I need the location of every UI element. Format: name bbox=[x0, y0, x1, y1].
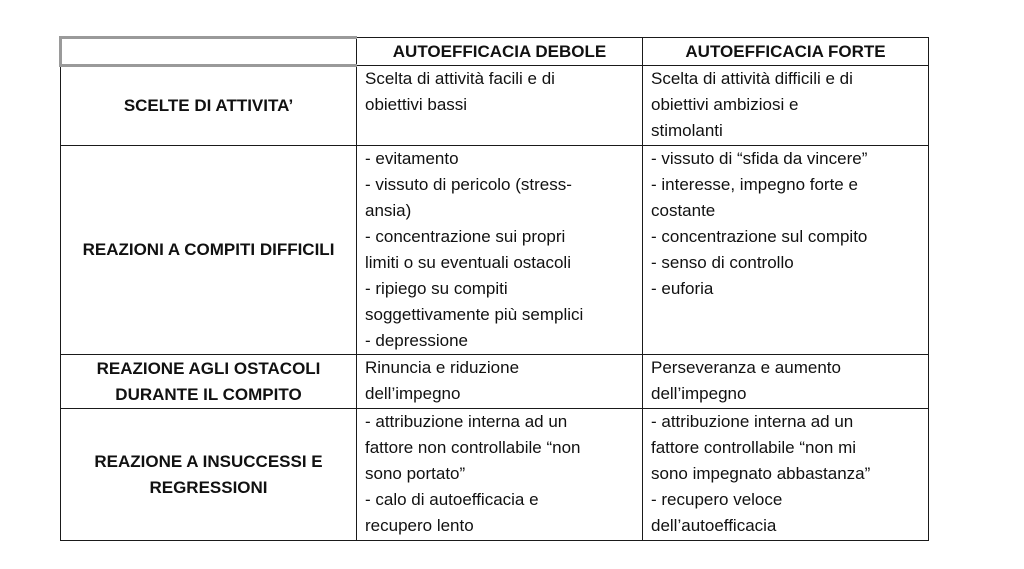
cell-line: Perseveranza e aumento bbox=[651, 358, 841, 377]
cell-line: - depressione bbox=[365, 331, 469, 350]
cell-weak bbox=[357, 355, 643, 409]
cell-line: - attribuzione interna ad un bbox=[365, 412, 568, 431]
cell-weak bbox=[357, 66, 643, 146]
cell-line: fattore controllabile “non mi bbox=[651, 438, 857, 457]
table-row bbox=[61, 146, 929, 355]
cell-line: - concentrazione sui propri bbox=[365, 227, 566, 246]
cell-line: - attribuzione interna ad un bbox=[651, 412, 854, 431]
cell-strong bbox=[643, 409, 929, 541]
row-label-reazione-insuccessi: REAZIONE A INSUCCESSI E REGRESSIONI bbox=[61, 409, 357, 541]
corner-cell bbox=[61, 38, 357, 66]
cell-line: obiettivi ambiziosi e bbox=[651, 95, 799, 114]
cell-line: costante bbox=[651, 201, 716, 220]
table-row bbox=[61, 409, 929, 541]
cell-line: - euforia bbox=[651, 279, 714, 298]
column-header-strong: AUTOEFFICACIA FORTE bbox=[643, 38, 929, 66]
cell-line: - evitamento bbox=[365, 149, 459, 168]
row-label-reazioni-compiti: REAZIONI A COMPITI DIFFICILI bbox=[61, 146, 357, 355]
column-header-weak: AUTOEFFICACIA DEBOLE bbox=[357, 38, 643, 66]
cell-line: - interesse, impegno forte e bbox=[651, 175, 858, 194]
cell-line: fattore non controllabile “non bbox=[365, 438, 581, 457]
comparison-table bbox=[59, 36, 929, 541]
row-label-scelte: SCELTE DI ATTIVITA’ bbox=[61, 66, 357, 146]
cell-line: - calo di autoefficacia e bbox=[365, 490, 539, 509]
table-row bbox=[61, 355, 929, 409]
header-row bbox=[61, 38, 929, 66]
cell-line: sono portato” bbox=[365, 464, 466, 483]
cell-line: - recupero veloce bbox=[651, 490, 783, 509]
cell-line: sono impegnato abbastanza” bbox=[651, 464, 871, 483]
cell-line: dell’impegno bbox=[365, 384, 461, 403]
cell-line: - concentrazione sul compito bbox=[651, 227, 868, 246]
cell-line: limiti o su eventuali ostacoli bbox=[365, 253, 571, 272]
cell-weak bbox=[357, 146, 643, 355]
cell-line: stimolanti bbox=[651, 121, 723, 140]
cell-line: - senso di controllo bbox=[651, 253, 794, 272]
cell-line: - vissuto di pericolo (stress- bbox=[365, 175, 572, 194]
cell-line: dell’impegno bbox=[651, 384, 747, 403]
cell-line: soggettivamente più semplici bbox=[365, 305, 584, 324]
cell-line: dell’autoefficacia bbox=[651, 516, 777, 535]
cell-line: recupero lento bbox=[365, 516, 474, 535]
cell-strong bbox=[643, 146, 929, 355]
cell-line: Scelta di attività facili e di bbox=[365, 69, 555, 88]
table-row bbox=[61, 66, 929, 146]
cell-line: ansia) bbox=[365, 201, 412, 220]
cell-line: - ripiego su compiti bbox=[365, 279, 508, 298]
cell-line: Scelta di attività difficili e di bbox=[651, 69, 853, 88]
cell-line: Rinuncia e riduzione bbox=[365, 358, 520, 377]
cell-strong bbox=[643, 66, 929, 146]
cell-strong bbox=[643, 355, 929, 409]
row-label-reazione-ostacoli: REAZIONE AGLI OSTACOLI DURANTE IL COMPITO bbox=[61, 355, 357, 409]
cell-weak bbox=[357, 409, 643, 541]
cell-line: - vissuto di “sfida da vincere” bbox=[651, 149, 868, 168]
cell-line: obiettivi bassi bbox=[365, 95, 468, 114]
